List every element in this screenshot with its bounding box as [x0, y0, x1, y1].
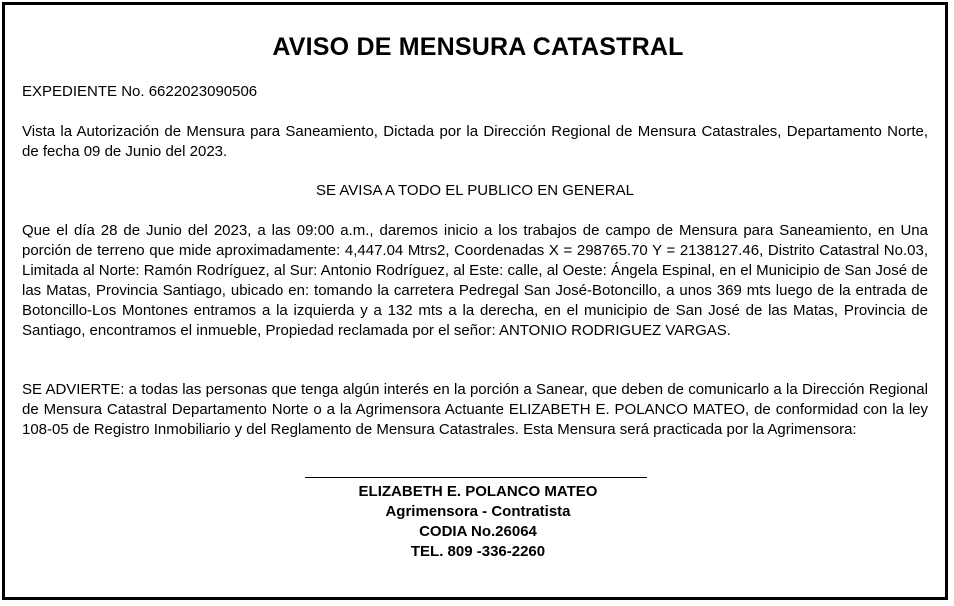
- signer-phone: TEL. 809 -336-2260: [410, 543, 546, 560]
- expediente-number: EXPEDIENTE No. 6622023090506: [22, 83, 258, 100]
- public-announcement: SE AVISA A TODO EL PUBLICO EN GENERAL: [316, 182, 634, 199]
- warning-paragraph: SE ADVIERTE: a todas las personas que tenga algún interés en la porción a Sanear, que deben de comunicarlo a la Dirección Regional de Mensura Catastral Departamento Norte o a la Agrimensora Actuante ELIZABETH E. POLANCO MATEO, de conformidad con la ley 108-05 de Registro Inmobiliario y del Reglamento de Mensura Catastrales. Esta Mensura será practicada por la Agrimensora:: [22, 381, 928, 438]
- signer-codia: CODIA No.26064: [419, 523, 537, 540]
- intro-paragraph: Vista la Autorización de Mensura para Saneamiento, Dictada por la Dirección Regional de Mensura Catastrales, Departamento Norte, de fecha 09 de Junio del 2023.: [22, 123, 928, 160]
- signature-line: [305, 477, 647, 478]
- signer-name: ELIZABETH E. POLANCO MATEO: [358, 483, 598, 500]
- signer-role: Agrimensora - Contratista: [385, 503, 571, 520]
- notice-title: AVISO DE MENSURA CATASTRAL: [272, 33, 684, 61]
- notice-border: [2, 2, 948, 600]
- body-paragraph: Que el día 28 de Junio del 2023, a las 09:00 a.m., daremos inicio a los trabajos de campo de Mensura para Saneamiento, en Una porción de terreno que mide aproximadamente: 4,447.04 Mtrs2, Coordenadas X = 298765.70 Y = 2138127.46, Distrito Catastral No.03, Limitada al Norte: Ramón Rodríguez, al Sur: Antonio Rodríguez, al Este: calle, al Oeste: Ángela Espinal, en el Municipio de San José de las Matas, Provincia Santiago, ubicado en: tomando la carretera Pedregal San José-Botoncillo, a unos 369 mts luego de la entrada de Botoncillo-Los Montones entramos a la izquierda y a 132 mts a la derecha, en el municipio de San José de las Matas, Provincia de Santiago, encontramos el inmueble, Propiedad reclamada por el señor: ANTONIO RODRIGUEZ VARGAS.: [22, 222, 928, 339]
